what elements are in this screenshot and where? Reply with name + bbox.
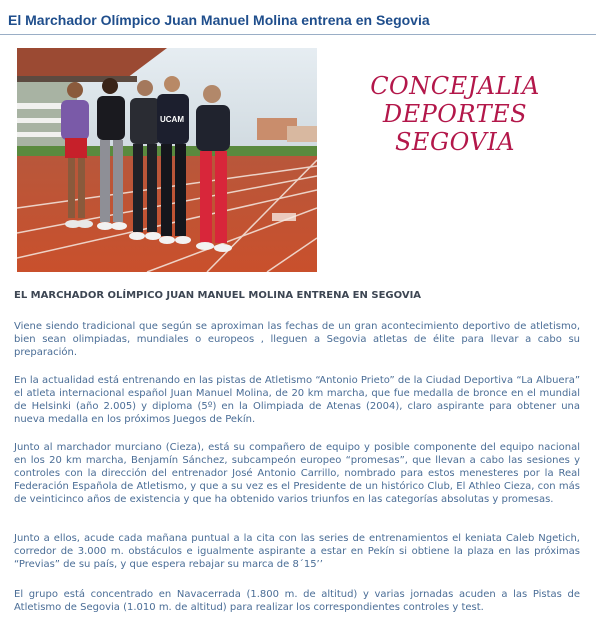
- department-line: DEPORTES: [382, 100, 528, 128]
- title-divider: [0, 34, 596, 35]
- article-paragraph: Viene siendo tradicional que según se aproximan las fechas de un gran acontecimiento deportivo de atletismo, bien sean olimpiadas, mundiales o europeos , lleguen a Segovia atletas de élite para llevar a cabo su preparación.: [14, 321, 580, 358]
- department-line: CONCEJALIA: [370, 72, 540, 100]
- article-paragraph: Junto a ellos, acude cada mañana puntual a la cita con las series de entrenamientos el keniata Caleb Ngetich, corredor de 3.000 m. obstáculos e igualmente aspirante a estar en Pekín si obtiene la plaza en las próximas “Previas” de su país, y que espera rebajar su marca de 8´15’’: [14, 533, 580, 570]
- department-logo-text: [340, 72, 570, 156]
- article-title: El Marchador Olímpico Juan Manuel Molina entrena en Segovia: [8, 12, 430, 28]
- article-subtitle: EL MARCHADOR OLÍMPICO JUAN MANUEL MOLINA ENTRENA EN SEGOVIA: [14, 290, 422, 301]
- jersey-text: UCAM: [160, 115, 184, 124]
- article-paragraph: Junto al marchador murciano (Cieza), está su compañero de equipo y posible componente del equipo nacional en los 20 km marcha, Benjamín Sánchez, subcampeón europeo “promesas”, que llevan a cabo las sesiones y controles con la dirección del entrenador José Antonio Carrillo, nombrado para estos menesteres por la Real Federación Española de Atletismo, y que a su vez es el Presidente de un histórico Club, El Athleo Cieza, con más de veinticinco años de existencia y que ha obtenido varios triunfos en las categorías absolutas y promesas.: [14, 442, 580, 505]
- department-line: SEGOVIA: [394, 128, 516, 156]
- article-paragraph: En la actualidad está entrenando en las pistas de Atletismo “Antonio Prieto” de la Ciudad Deportiva “La Albuera” el atleta internacional español Juan Manuel Molina, de 20 km marcha, que fue medalla de bronce en el mundial de Helsinki (año 2.005) y diploma (5º) en la Olimpiada de Atenas (2004), claro aspirante para obtener una nueva medalla en los próximos Juegos de Pekín.: [14, 375, 580, 425]
- article-paragraph: El grupo está concentrado en Navacerrada (1.800 m. de altitud) y varias jornadas acuden a las Pistas de Atletismo de Segovia (1.010 m. de altitud) para realizar los correspondientes controles y test.: [14, 589, 580, 613]
- athletes-photo: [17, 48, 317, 272]
